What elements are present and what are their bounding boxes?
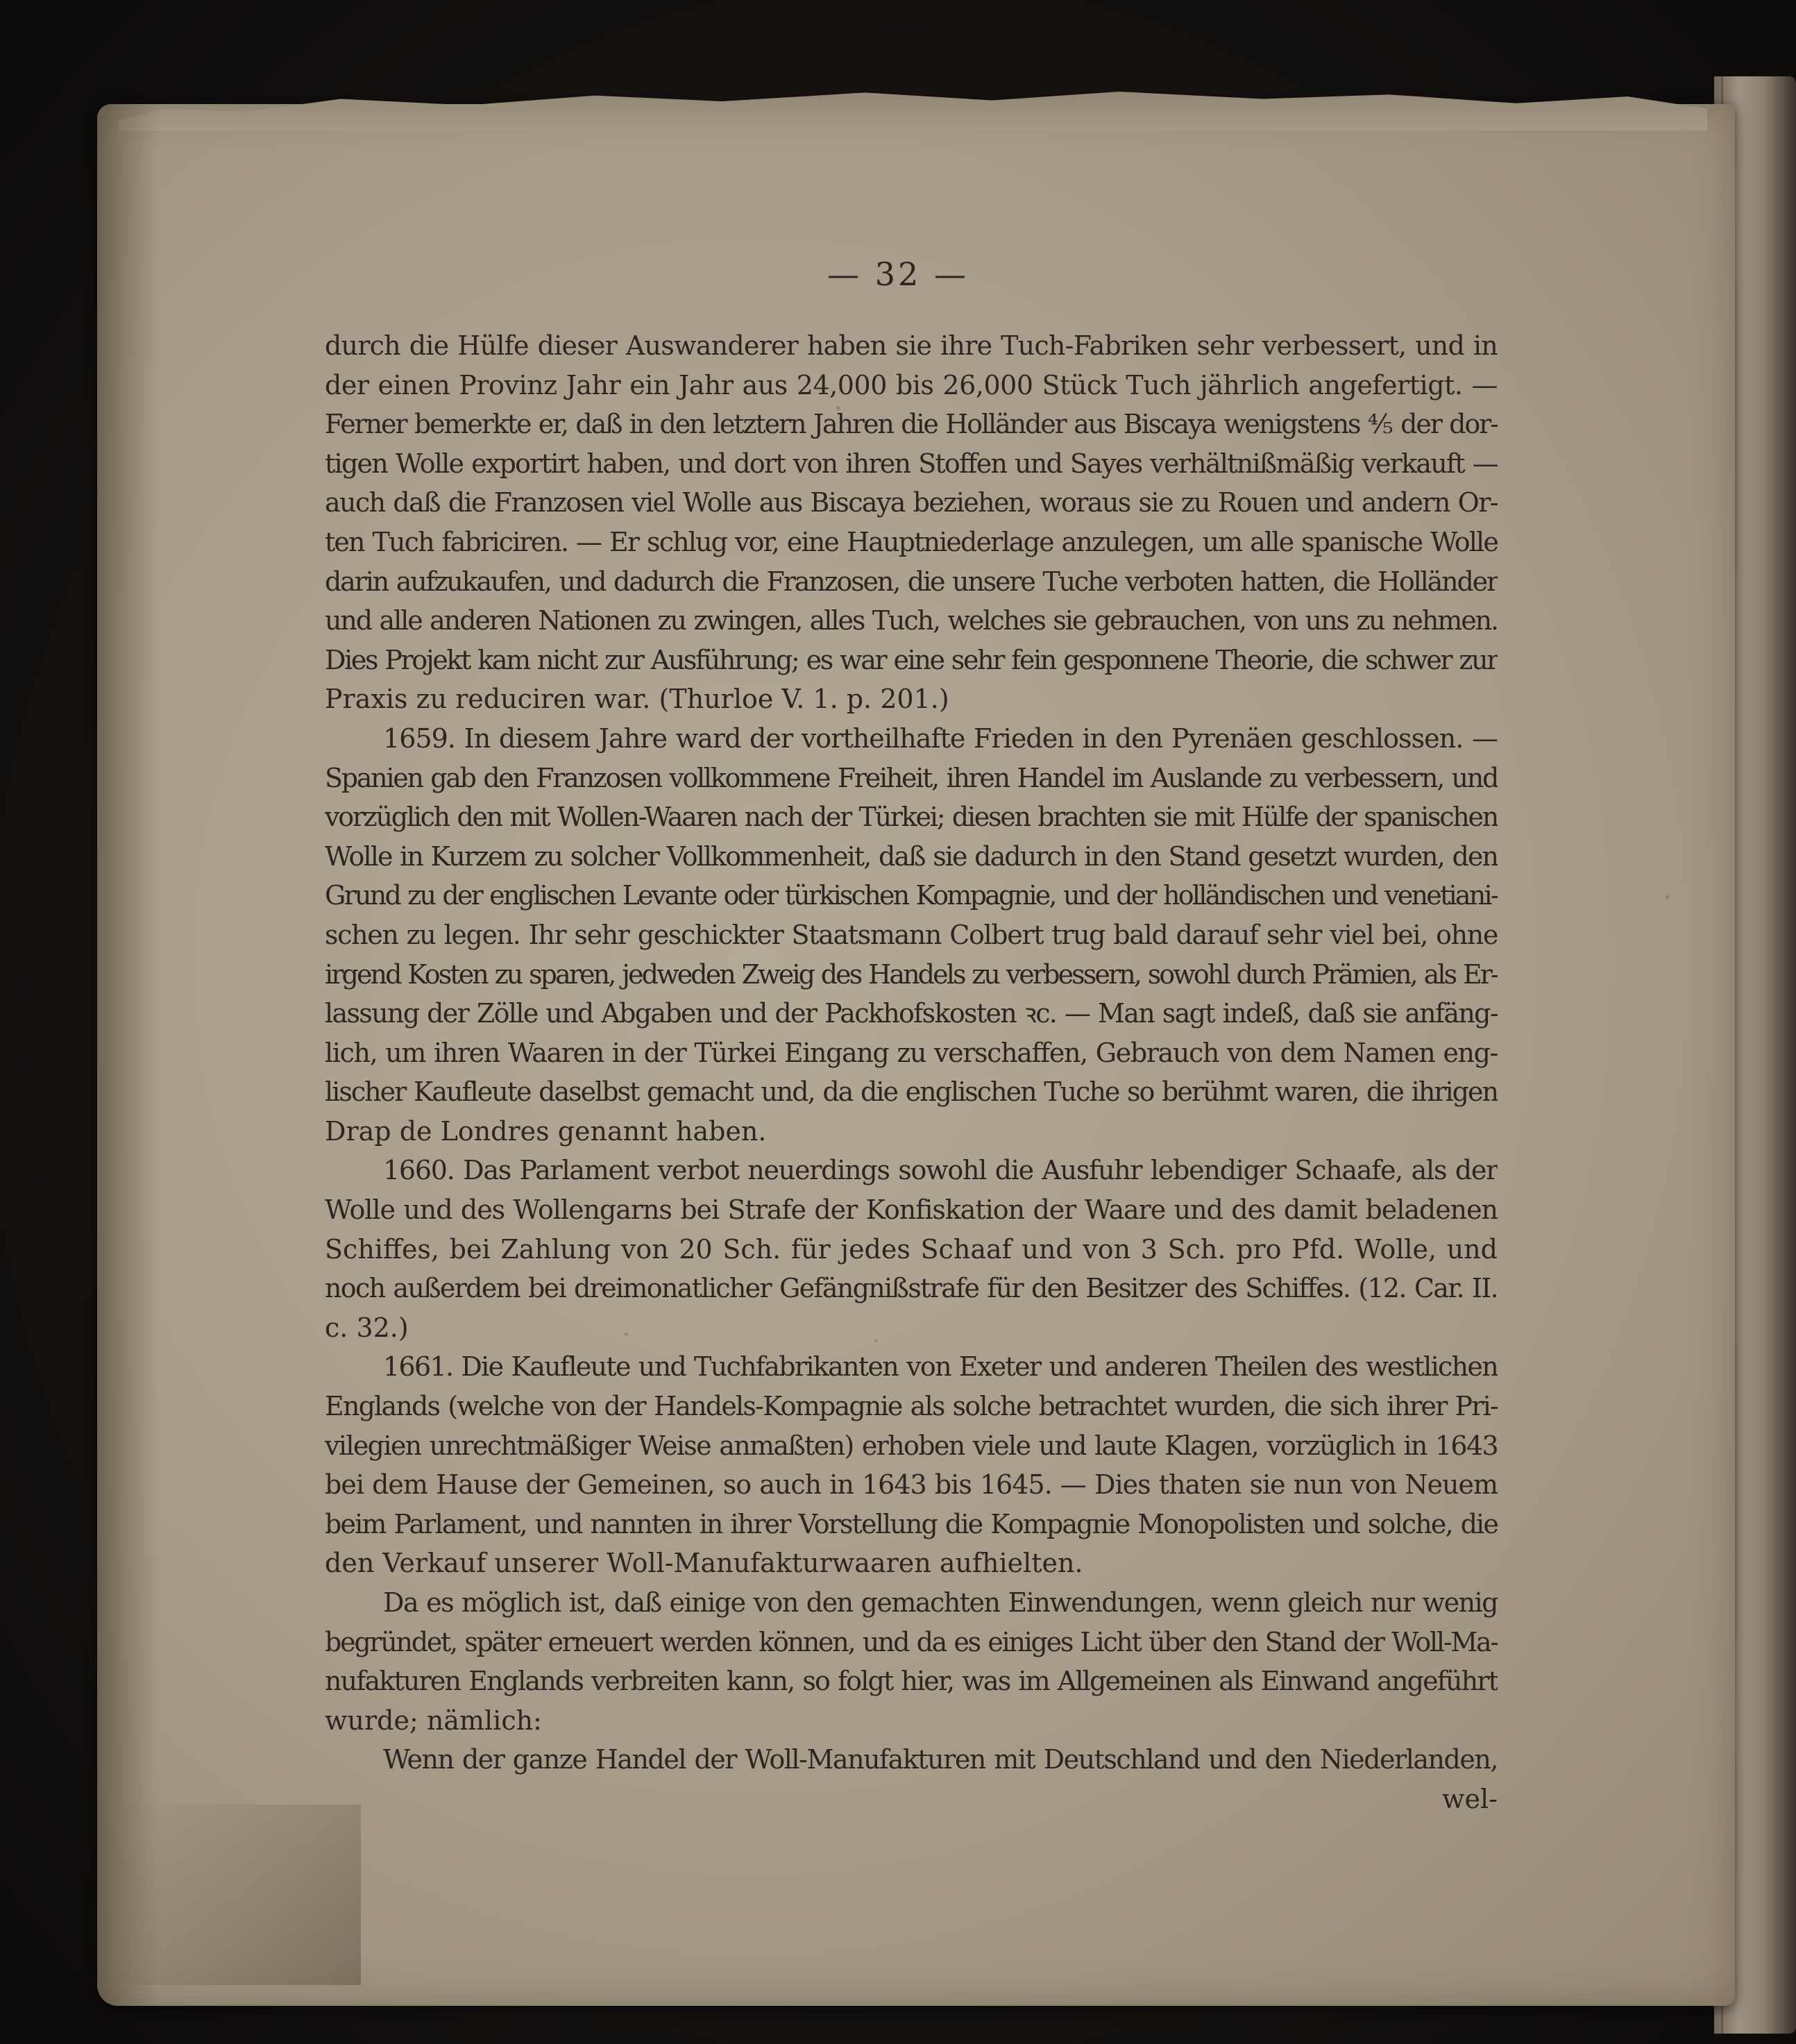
text-line: beim Parlament, und nannten in ihrer Vorstellung die Kompagnie Monopolisten und solche, die	[325, 1508, 1498, 1539]
text-line: Schiffes, bei Zahlung von 20 Sch. für jedes Schaaf und von 3 Sch. pro Pfd. Wolle, und	[325, 1233, 1498, 1265]
text-line: 1660. Das Parlament verbot neuerdings sowohl die Ausfuhr lebendiger Schaafe, als der	[383, 1155, 1498, 1186]
text-line: Grund zu der englischen Levante oder türkischen Kompagnie, und der holländischen und venetiani-	[325, 880, 1498, 911]
text-line: 1661. Die Kaufleute und Tuchfabrikanten von Exeter und anderen Theilen des westlichen	[383, 1351, 1498, 1383]
text-line: den Verkauf unserer Woll-Manufakturwaaren aufhielten.	[325, 1548, 1083, 1579]
text-line: durch die Hülfe dieser Auswanderer haben sie ihre Tuch-Fabriken sehr verbessert, und in	[325, 330, 1498, 361]
text-line: Praxis zu reduciren war. (Thurloe V. 1. p. 201.)	[325, 684, 949, 715]
text-line: irgend Kosten zu sparen, jedweden Zweig des Handels zu verbessern, sowohl durch Prämien, als Er-	[325, 958, 1498, 990]
body-text	[325, 326, 1498, 1819]
text-line: Wenn der ganze Handel der Woll-Manufakturen mit Deutschland und den Niederlanden,	[383, 1744, 1498, 1775]
text-line: Spanien gab den Franzosen vollkommene Freiheit, ihren Handel im Auslande zu verbessern, und	[325, 762, 1498, 793]
text-line: auch daß die Franzosen viel Wolle aus Biscaya beziehen, woraus sie zu Rouen und andern Or-	[325, 487, 1498, 518]
text-line: der einen Provinz Jahr ein Jahr aus 24,000 bis 26,000 Stück Tuch jährlich angefertigt. —	[325, 369, 1498, 400]
text-line: nufakturen Englands verbreiten kann, so folgt hier, was im Allgemeinen als Einwand angeführt	[325, 1666, 1498, 1697]
text-line: Drap de Londres genannt haben.	[325, 1115, 767, 1147]
paper-fleck	[1666, 895, 1669, 899]
text-line: Dies Projekt kam nicht zur Ausführung; es war eine sehr fein gesponnene Theorie, die schwer zur	[325, 644, 1498, 675]
page-gutter-shadow	[97, 104, 160, 2006]
text-line: wel-	[1441, 1783, 1498, 1814]
worn-corner	[111, 1805, 361, 1985]
text-line: begründet, später erneuert werden können, und da es einiges Licht über den Stand der Woll-Ma-	[325, 1626, 1498, 1657]
text-line: c. 32.)	[325, 1312, 409, 1343]
text-line: Wolle und des Wollengarns bei Strafe der Konfiskation der Waare und des damit beladenen	[325, 1194, 1498, 1226]
worn-top-edge	[118, 82, 1707, 130]
text-line: Da es möglich ist, daß einige von den gemachten Einwendungen, wenn gleich nur wenig	[383, 1587, 1498, 1618]
text-line: ten Tuch fabriciren. — Er schlug vor, eine Hauptniederlage anzulegen, um alle spanische Wolle	[325, 526, 1498, 557]
text-line: und alle anderen Nationen zu zwingen, alles Tuch, welches sie gebrauchen, von uns zu nehmen.	[325, 605, 1498, 636]
text-line: 1659. In diesem Jahre ward der vortheilhafte Frieden in den Pyrenäen geschlossen. —	[383, 723, 1498, 754]
text-line: lich, um ihren Waaren in der Türkei Eingang zu verschaffen, Gebrauch von dem Namen eng-	[325, 1037, 1498, 1068]
text-line: vorzüglich den mit Wollen-Waaren nach der Türkei; diesen brachten sie mit Hülfe der spanischen	[325, 802, 1498, 833]
text-line: noch außerdem bei dreimonatlicher Gefängnißstrafe für den Besitzer des Schiffes. (12. Car. II.	[325, 1273, 1498, 1304]
text-line: vilegien unrechtmäßiger Weise anmaßten) erhoben viele und laute Klagen, vorzüglich in 1643	[325, 1430, 1498, 1461]
text-line: Ferner bemerkte er, daß in den letztern Jahren die Holländer aus Biscaya wenigstens ⅘ der dor-	[325, 409, 1498, 440]
page-number: — 32 —	[827, 255, 969, 293]
text-line: wurde; nämlich:	[325, 1705, 542, 1736]
text-line: darin aufzukaufen, und dadurch die Franzosen, die unsere Tuche verboten hatten, die Holländer	[325, 566, 1498, 597]
text-line: Englands (welche von der Handels-Kompagnie als solche betrachtet wurden, die sich ihrer Pri-	[325, 1391, 1498, 1422]
text-line: schen zu legen. Ihr sehr geschickter Staatsmann Colbert trug bald darauf sehr viel bei, ohne	[325, 919, 1498, 950]
text-line: lischer Kaufleute daselbst gemacht und, da die englischen Tuche so berühmt waren, die ihrigen	[325, 1076, 1498, 1108]
text-line: bei dem Hause der Gemeinen, so auch in 1643 bis 1645. — Dies thaten sie nun von Neuem	[325, 1469, 1498, 1501]
text-line: lassung der Zölle und Abgaben und der Packhofskosten ꝛc. — Man sagt indeß, daß sie anfäng-	[325, 998, 1498, 1029]
text-line: tigen Wolle exportirt haben, und dort von ihren Stoffen und Sayes verhältnißmäßig verkauft —	[325, 448, 1498, 479]
text-line: Wolle in Kurzem zu solcher Vollkommenheit, daß sie dadurch in den Stand gesetzt wurden, den	[325, 841, 1498, 872]
